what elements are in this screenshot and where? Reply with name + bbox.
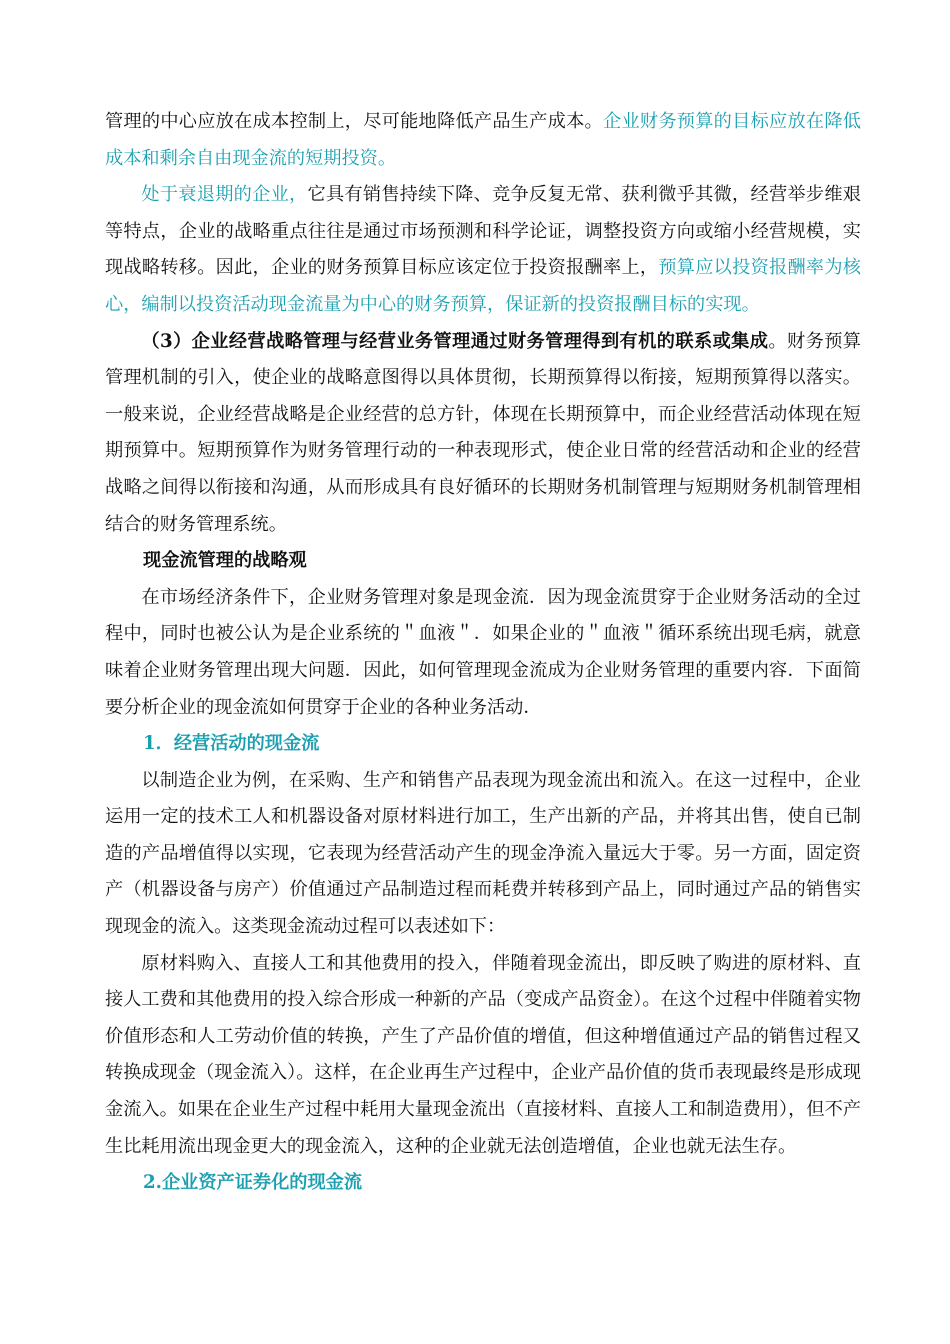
paragraph-cost-control	[105, 104, 861, 177]
paragraph-market-economy: 在市场经济条件下，企业财务管理对象是现金流．因为现金流贯穿于企业财务活动的全过程中，同时也被公认为是企业系统的＂血液＂．如果企业的＂血液＂循环系统出现毛病，就意味着企业财务管理出现大问题．因此，如何管理现金流成为企业财务管理的重要内容．下面简要分析企业的现金流如何贯穿于企业的各种业务活动．	[105, 586, 861, 718]
section-heading-securitization-cashflow: 2.企业资产证券化的现金流	[143, 1172, 363, 1194]
document-body	[105, 104, 861, 1202]
paragraph-manufacturing-example: 以制造企业为例，在采购、生产和销售产品表现为现金流出和流入。在这一过程中，企业运用一定的技术工人和机器设备对原材料进行加工，生产出新的产品，并将其出售，使自已制造的产品增值得以实现，它表现为经营活动产生的现金净流入量远大于零。另一方面，固定资产（机器设备与房产）价值通过产品制造过程而耗费并转移到产品上，同时通过产品的销售实现现金的流入。这类现金流动过程可以表述如下：	[105, 769, 861, 938]
highlighted-text: 企业财务预算的目标应放在降低成本和剩余自由现金流的短期投资。	[105, 111, 861, 169]
highlighted-text: 预算应以投资报酬率为核心，编制以投资活动现金流量为中心的财务预算，保证新的投资报酬目标的实现。	[105, 257, 861, 315]
bold-lead-text: （3）企业经营战略管理与经营业务管理通过财务管理得到有机的联系或集成	[141, 330, 769, 352]
section-heading-cashflow-strategy: 现金流管理的战略观	[143, 550, 307, 572]
text-run: 它具有销售持续下降、竞争反复无常、获利微乎其微，经营举步维艰等特点，企业的战略重点往往是通过市场预测和科学论证，调整投资方向或缩小经营规模，实现战略转移。因此，企业的财务预算目标应该定位于投资报酬率上，	[105, 184, 861, 279]
paragraph-decline-stage	[105, 177, 861, 323]
paragraph-raw-materials: 原材料购入、直接人工和其他费用的投入，伴随着现金流出，即反映了购进的原材料、直接人工费和其他费用的投入综合形成一种新的产品（变成产品资金）。在这个过程中伴随着实物价值形态和人工劳动价值的转换，产生了产品价值的增值，但这种增值通过产品的销售过程又转换成现金（现金流入）。这样，在企业再生产过程中，企业产品价值的货币表现最终是形成现金流入。如果在企业生产过程中耗用大量现金流出（直接材料、直接人工和制造费用），但不产生比耗用流出现金更大的现金流入，这种的企业就无法创造增值，企业也就无法生存。	[105, 952, 861, 1157]
highlighted-text: 处于衰退期的企业，	[141, 184, 308, 206]
text-run: 。财务预算管理机制的引入，使企业的战略意图得以具体贯彻，长期预算得以衔接，短期预算得以落实。一般来说，企业经营战略是企业经营的总方针，体现在长期预算中，而企业经营活动体现在短期预算中。短期预算作为财务管理行动的一种表现形式，使企业日常的经营活动和企业的经营战略之间得以衔接和沟通，从而形成具有良好循环的长期财务机制管理与短期财务机制管理相结合的财务管理系统。	[105, 330, 861, 535]
paragraph-strategy-integration	[105, 324, 861, 544]
text-run: 管理的中心应放在成本控制上，尽可能地降低产品生产成本。	[105, 111, 604, 132]
section-heading-operating-cashflow: 1．经营活动的现金流	[143, 733, 320, 755]
